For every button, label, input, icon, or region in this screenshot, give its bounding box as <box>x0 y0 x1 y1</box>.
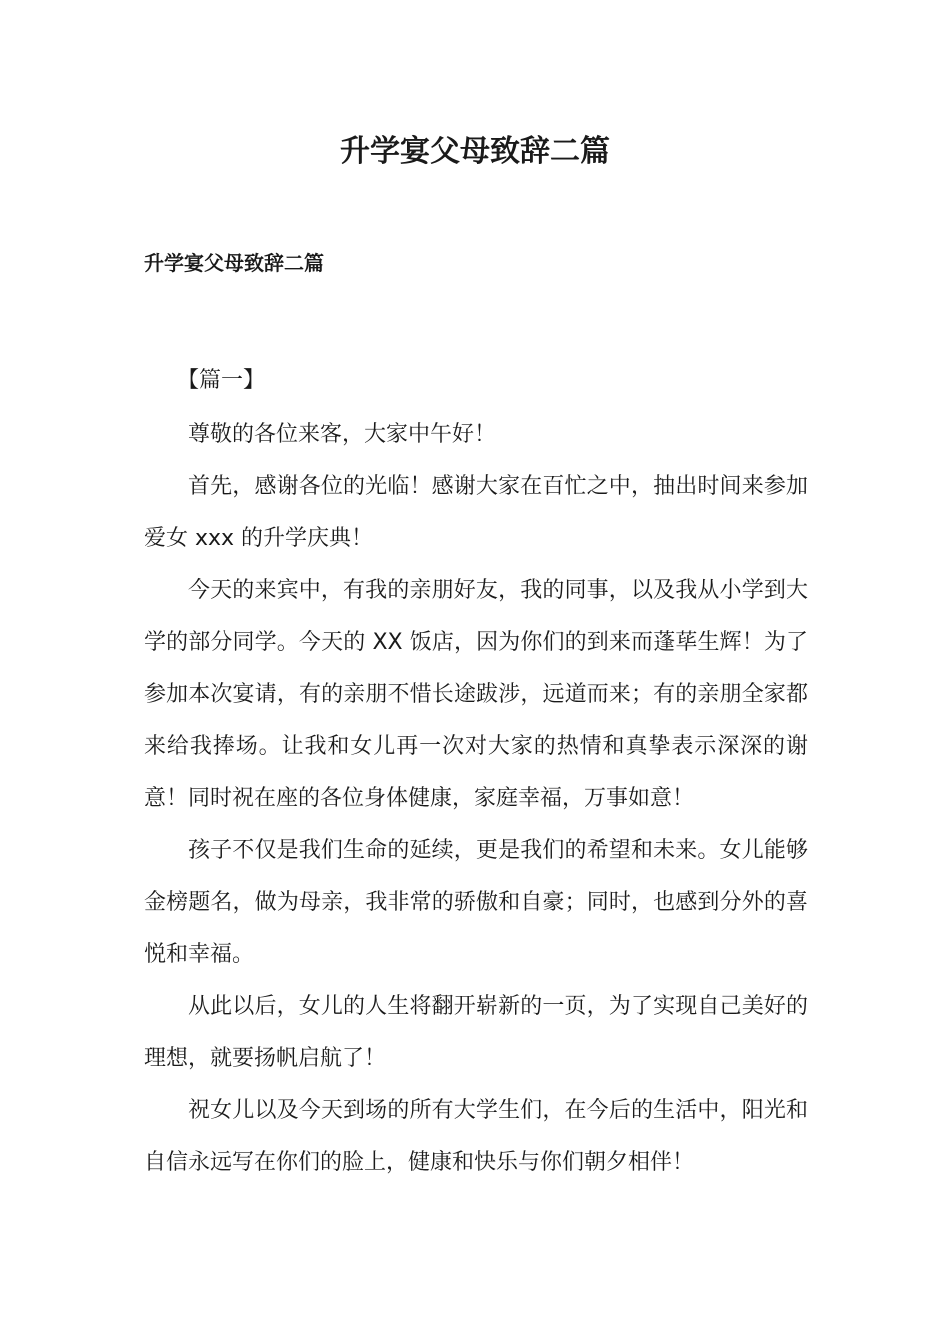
paragraph-blessing: 祝女儿以及今天到场的所有大学生们，在今后的生活中，阳光和自信永远写在你们的脸上，健康和快乐与你们朝夕相伴！ <box>144 1098 808 1175</box>
paragraph-thanks: 首先，感谢各位的光临！感谢大家在百忙之中，抽出时间来参加爱女 xxx 的升学庆典！ <box>144 474 808 551</box>
paragraph-pride: 孩子不仅是我们生命的延续，更是我们的希望和未来。女儿能够金榜题名，做为母亲，我非常的骄傲和自豪；同时，也感到分外的喜悦和幸福。 <box>144 838 808 967</box>
document-title: 升学宴父母致辞二篇 <box>340 134 610 169</box>
document-body <box>144 355 808 1189</box>
paragraph-future: 从此以后，女儿的人生将翻开崭新的一页，为了实现自己美好的理想，就要扬帆启航了！ <box>144 994 808 1071</box>
document-subtitle: 升学宴父母致辞二篇 <box>144 251 324 275</box>
paragraph-guests: 今天的来宾中，有我的亲朋好友，我的同事，以及我从小学到大学的部分同学。今天的 XX 饭店，因为你们的到来而蓬荜生辉！为了参加本次宴请，有的亲朋不惜长途跋涉，远道而来；有的亲朋全家都来给我捧场。让我和女儿再一次对大家的热情和真挚表示深深的谢意！同时祝在座的各位身体健康，家庭幸福，万事如意！ <box>144 578 808 811</box>
paragraph-greeting: 尊敬的各位来客，大家中午好！ <box>188 422 497 447</box>
section-label: 【篇一】 <box>177 368 266 393</box>
